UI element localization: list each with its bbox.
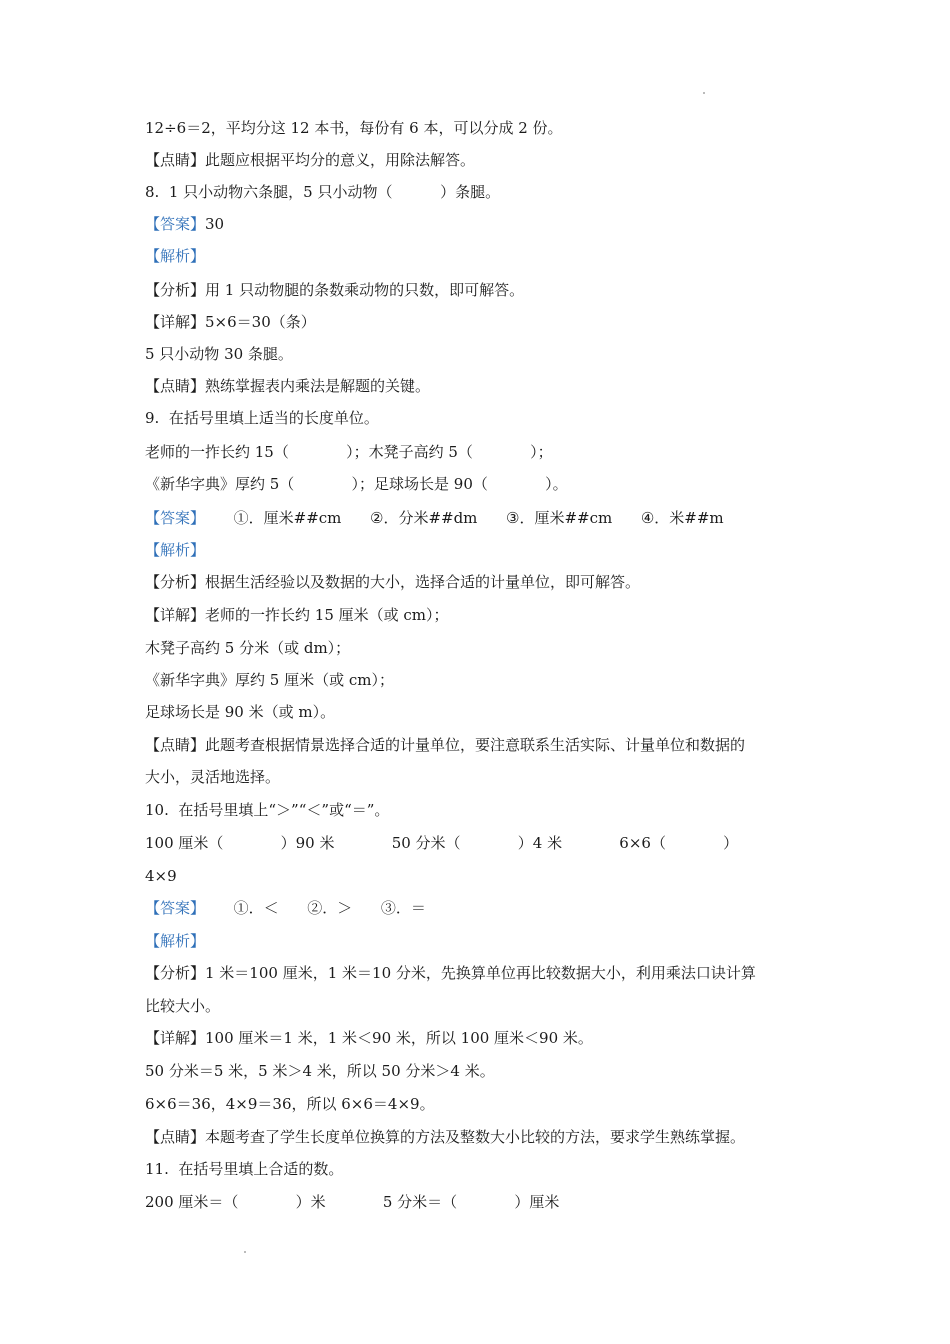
text-line: [145, 150, 475, 170]
text-line: [145, 246, 205, 266]
text-line: [145, 474, 568, 494]
text-run: 《新华字典》厚约 5 厘米（或 cm）；: [145, 671, 394, 689]
text-line: [145, 182, 500, 202]
text-run: 50 分米＝5 米，5 米＞4 米，所以 50 分米＞4 米。: [145, 1062, 495, 1080]
stray-mark: [244, 1251, 246, 1253]
text-line: [145, 442, 553, 462]
text-line: [145, 931, 205, 951]
text-run: 11. 在括号里填上合适的数。: [145, 1160, 344, 1178]
text-run: ①．厘米##cm ②．分米##dm ③．厘米##cm ④．米##m: [205, 509, 724, 527]
text-run: 比较大小。: [145, 997, 221, 1015]
text-line: [145, 1159, 343, 1179]
text-line: [145, 1192, 559, 1212]
text-run: 30: [205, 215, 225, 233]
text-line: [145, 996, 220, 1016]
section-tag: 【解析】: [145, 247, 206, 265]
text-line: [145, 670, 394, 690]
text-run: 【点睛】本题考查了学生长度单位换算的方法及整数大小比较的方法，要求学生熟练掌握。: [145, 1128, 746, 1146]
text-run: ①．＜ ②．＞ ③．＝: [205, 899, 426, 917]
text-run: 【分析】根据生活经验以及数据的大小，选择合适的计量单位，即可解答。: [145, 573, 641, 591]
stray-mark: [703, 92, 705, 94]
text-line: [145, 1061, 495, 1081]
text-line: [145, 408, 379, 428]
text-line: [145, 638, 350, 658]
text-run: 10. 在括号里填上“＞”“＜”或“＝”。: [145, 801, 390, 819]
text-run: 【点睛】此题考查根据情景选择合适的计量单位，要注意联系生活实际、计量单位和数据的: [145, 736, 746, 754]
text-run: 8. 1 只小动物六条腿，5 只小动物（ ）条腿。: [145, 183, 501, 201]
text-line: [145, 735, 745, 755]
text-run: 【分析】用 1 只动物腿的条数乘动物的只数，即可解答。: [145, 281, 525, 299]
text-run: 【详解】100 厘米＝1 米，1 米＜90 米，所以 100 厘米＜90 米。: [145, 1029, 593, 1047]
text-line: [145, 1127, 745, 1147]
text-run: 100 厘米（ ）90 米 50 分米（ ）4 米 6×6（ ）: [145, 834, 739, 852]
text-line: [145, 702, 335, 722]
text-line: [145, 866, 177, 886]
text-run: 【详解】老师的一拃长约 15 厘米（或 cm）；: [145, 606, 449, 624]
text-run: 【点睛】熟练掌握表内乘法是解题的关键。: [145, 377, 431, 395]
text-run: 老师的一拃长约 15（ ）；木凳子高约 5（ ）；: [145, 443, 553, 461]
text-line: [145, 540, 205, 560]
text-run: 200 厘米＝（ ）米 5 分米＝（ ）厘米: [145, 1193, 560, 1211]
text-run: 9. 在括号里填上适当的长度单位。: [145, 409, 379, 427]
text-line: [145, 214, 224, 234]
text-run: 【详解】5×6＝30（条）: [145, 313, 316, 331]
text-run: 足球场长是 90 米（或 m）。: [145, 703, 336, 721]
text-line: [145, 767, 280, 787]
text-line: [145, 1028, 593, 1048]
section-tag: 【答案】: [145, 215, 206, 233]
section-tag: 【答案】: [145, 899, 206, 917]
section-tag: 【解析】: [145, 541, 206, 559]
text-line: [145, 572, 640, 592]
text-line: [145, 376, 430, 396]
text-run: 6×6＝36，4×9＝36，所以 6×6＝4×9。: [145, 1095, 435, 1113]
text-run: 【分析】1 米＝100 厘米，1 米＝10 分米，先换算单位再比较数据大小，利用乘法口诀计算: [145, 964, 756, 982]
text-line: [145, 508, 724, 528]
text-run: 【点睛】此题应根据平均分的意义，用除法解答。: [145, 151, 476, 169]
text-run: 《新华字典》厚约 5（ ）；足球场长是 90（ ）。: [145, 475, 568, 493]
text-run: 5 只小动物 30 条腿。: [145, 345, 293, 363]
text-run: 木凳子高约 5 分米（或 dm）；: [145, 639, 351, 657]
text-line: [145, 898, 426, 918]
text-line: [145, 344, 293, 364]
text-run: 大小，灵活地选择。: [145, 768, 281, 786]
text-line: [145, 312, 316, 332]
text-run: 12÷6＝2，平均分这 12 本书，每份有 6 本，可以分成 2 份。: [145, 119, 563, 137]
text-line: [145, 118, 563, 138]
text-line: [145, 800, 389, 820]
text-run: 4×9: [145, 867, 177, 885]
section-tag: 【解析】: [145, 932, 206, 950]
text-line: [145, 605, 449, 625]
text-line: [145, 963, 756, 983]
text-line: [145, 1094, 435, 1114]
text-line: [145, 280, 524, 300]
section-tag: 【答案】: [145, 509, 206, 527]
text-line: [145, 833, 738, 853]
